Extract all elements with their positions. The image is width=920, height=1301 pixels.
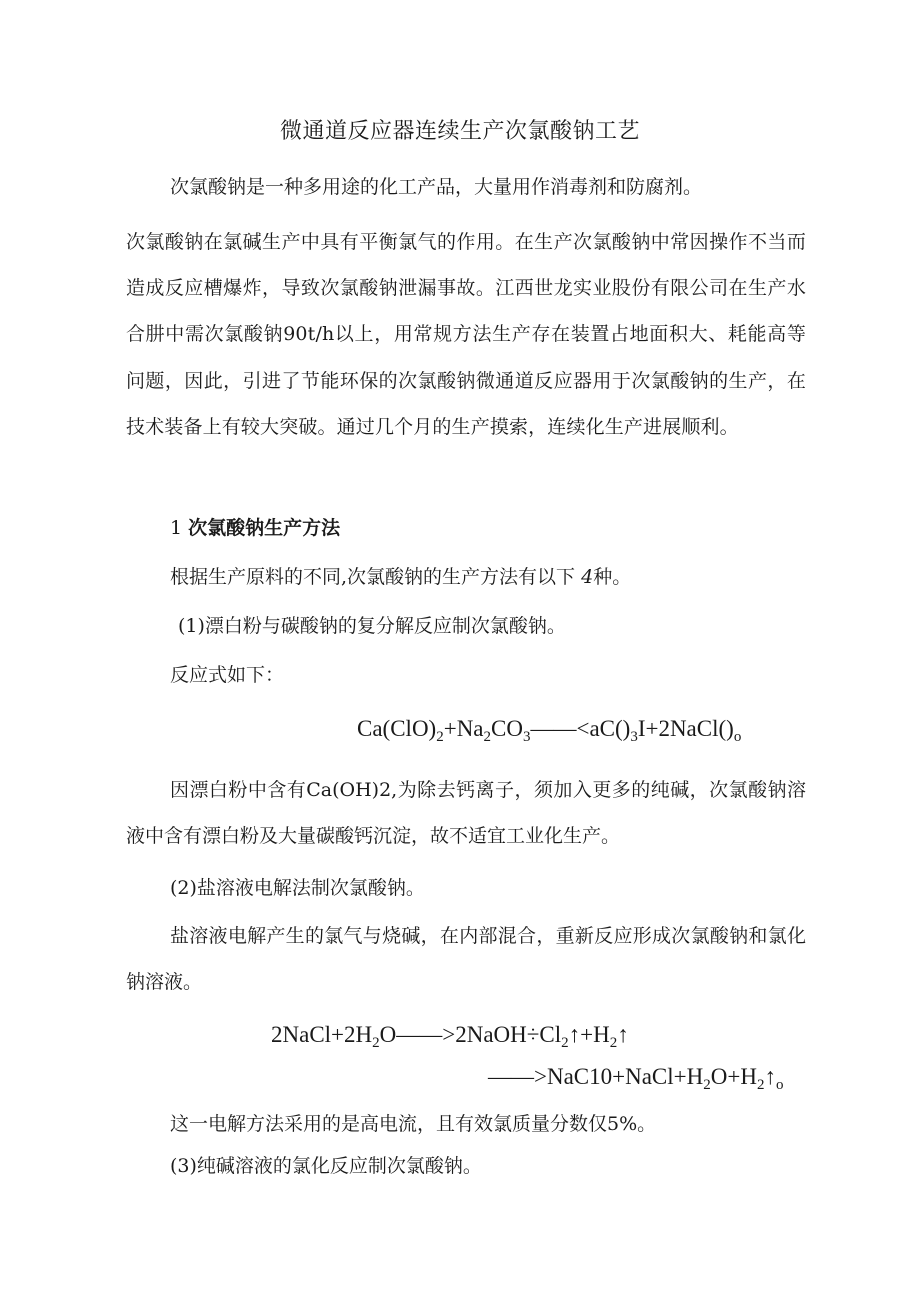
section-heading	[170, 506, 340, 550]
method-1-heading: (1)漂白粉与碳酸钠的复分解反应制次氯酸钠。	[178, 615, 566, 637]
method-3-heading: (3)纯碱溶液的氯化反应制次氯酸钠。	[170, 1155, 482, 1177]
methods-intro-suffix: 种。	[593, 566, 632, 588]
section-number: 1	[170, 517, 183, 539]
formula-double-decomposition: $Ca(ClO)_2+Na_2CO_3——<aC()_3I+2NaCl()_o$	[357, 716, 742, 745]
background-paragraph: 次氯酸钠在氯碱生产中具有平衡氯气的作用。在生产次氯酸钠中常因操作不当而造成反应槽爆炸，导致次氯酸钠泄漏事故。江西世龙实业股份有限公司在生产水合肼中需次氯酸钠90t/h以上，用常规方法生产存在装置占地面积大、耗能高等问题，因此，引进了节能环保的次氯酸钠微通道反应器用于次氯酸钠的生产，在技术装备上有较大突破。通过几个月的生产摸索，连续化生产进展顺利。	[126, 231, 806, 438]
document-title: 微通道反应器连续生产次氯酸钠工艺	[279, 119, 640, 144]
formula-electrolysis-continued: $——>NaC10+NaCl+H_2O+H_2↑_o$	[488, 1064, 784, 1093]
formula-electrolysis: $2NaCl+2H_2O——>2NaOH\div Cl_2↑+H_2↑$	[271, 1022, 629, 1051]
method-1-explanation: 因漂白粉中含有Ca(OH)2,为除去钙离子，须加入更多的纯碱，次氯酸钠溶液中含有漂白粉及大量碳酸钙沉淀，故不适宜工业化生产。	[126, 779, 806, 848]
current-efficiency-note: 这一电解方法采用的是高电流，且有效氯质量分数仅5%。	[170, 1113, 657, 1135]
intro-paragraph: 次氯酸钠是一种多用途的化工产品，大量用作消毒剂和防腐剂。	[170, 176, 703, 198]
methods-intro-text: 根据生产原料的不同,次氯酸钠的生产方法有以下	[170, 566, 576, 588]
section-title: 次氯酸钠生产方法	[188, 517, 341, 539]
reaction-label: 反应式如下：	[170, 664, 285, 686]
methods-count: 4	[581, 566, 594, 588]
method-2-explanation: 盐溶液电解产生的氯气与烧碱，在内部混合，重新反应形成次氯酸钠和氯化钠溶液。	[126, 925, 806, 994]
methods-intro	[170, 555, 631, 599]
method-2-heading: (2)盐溶液电解法制次氯酸钠。	[170, 877, 425, 899]
